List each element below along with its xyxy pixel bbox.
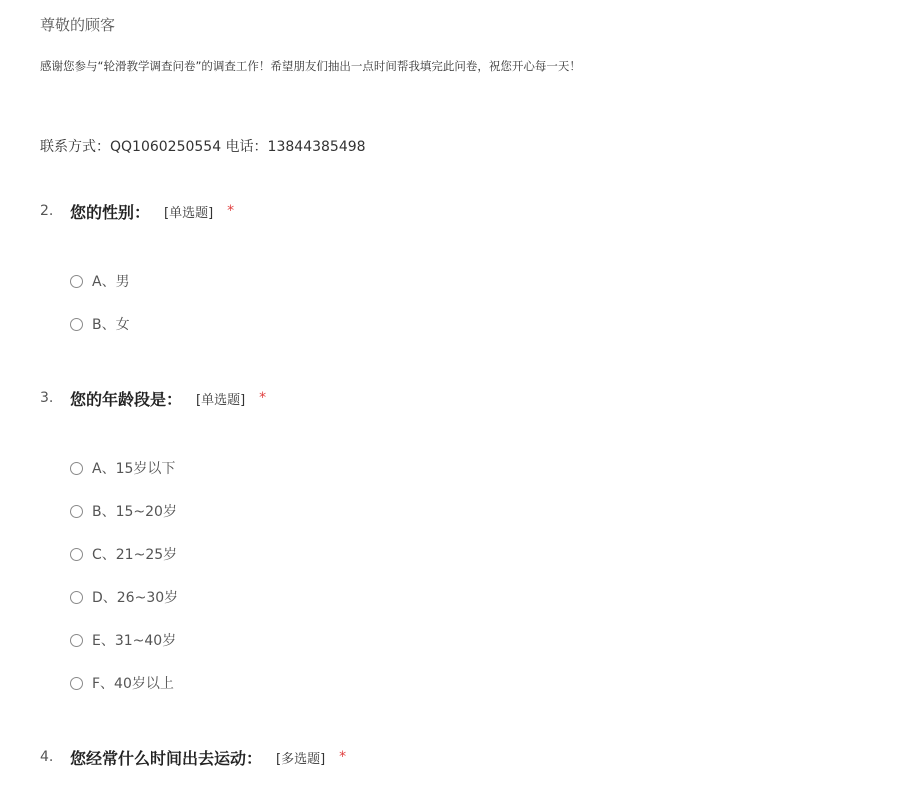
question-number: 3. bbox=[40, 390, 54, 406]
question-type: [多选题] bbox=[276, 751, 326, 767]
question-text: 您的年龄段是： bbox=[70, 389, 183, 409]
option-age-d[interactable] bbox=[70, 587, 178, 607]
question-title-2 bbox=[40, 199, 234, 223]
question-title-4 bbox=[40, 745, 346, 769]
option-label: B、女 bbox=[92, 317, 130, 333]
radio-button[interactable] bbox=[70, 462, 83, 475]
required-marker: * bbox=[227, 203, 235, 219]
question-number: 4. bbox=[40, 749, 54, 765]
option-label: A、15岁以下 bbox=[92, 461, 176, 477]
option-label: A、男 bbox=[92, 274, 130, 290]
option-label: D、26~30岁 bbox=[92, 590, 179, 606]
radio-button[interactable] bbox=[70, 318, 83, 331]
option-age-e[interactable] bbox=[70, 630, 176, 650]
option-label: E、31~40岁 bbox=[92, 633, 177, 649]
option-age-f[interactable] bbox=[70, 673, 174, 693]
question-text: 您经常什么时间出去运动： bbox=[70, 748, 263, 768]
contact-info: 联系方式：QQ1060250554 电话：13844385498 bbox=[40, 139, 366, 155]
survey-intro: 感谢您参与“轮滑教学调查问卷”的调查工作！希望朋友们抽出一点时间帮我填完此问卷，祝您开心每一天！ bbox=[40, 59, 581, 73]
question-number: 2. bbox=[40, 203, 54, 219]
question-type: [单选题] bbox=[164, 205, 214, 221]
option-label: C、21~25岁 bbox=[92, 547, 178, 563]
question-type: [单选题] bbox=[196, 392, 246, 408]
greeting-title: 尊敬的顾客 bbox=[40, 16, 116, 34]
radio-button[interactable] bbox=[70, 505, 83, 518]
option-age-b[interactable] bbox=[70, 501, 177, 521]
option-age-c[interactable] bbox=[70, 544, 177, 564]
option-age-a[interactable] bbox=[70, 458, 175, 478]
option-gender-male[interactable] bbox=[70, 271, 130, 291]
radio-button[interactable] bbox=[70, 591, 83, 604]
radio-button[interactable] bbox=[70, 275, 83, 288]
radio-button[interactable] bbox=[70, 677, 83, 690]
radio-button[interactable] bbox=[70, 548, 83, 561]
option-label: B、15~20岁 bbox=[92, 504, 177, 520]
required-marker: * bbox=[339, 749, 347, 765]
question-text: 您的性别： bbox=[70, 202, 151, 222]
required-marker: * bbox=[259, 390, 267, 406]
option-gender-female[interactable] bbox=[70, 314, 130, 334]
radio-button[interactable] bbox=[70, 634, 83, 647]
question-title-3 bbox=[40, 386, 266, 410]
option-label: F、40岁以上 bbox=[92, 676, 174, 692]
